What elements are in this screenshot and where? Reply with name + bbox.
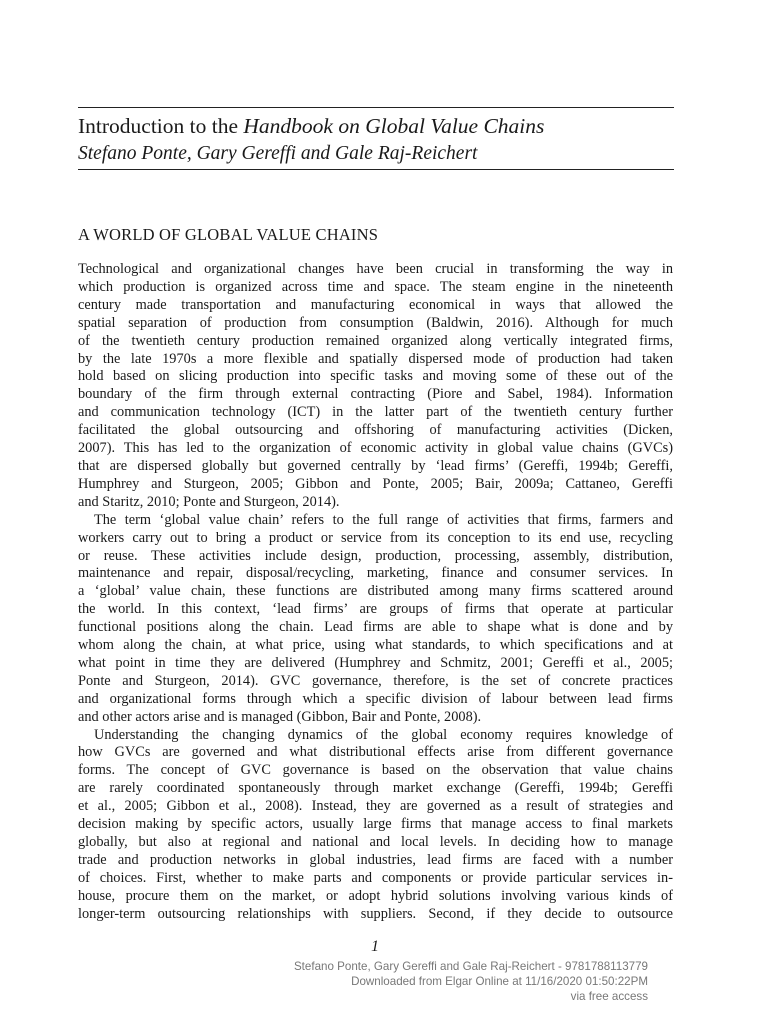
body-line: decision making by specific actors, usually large firms that manage access to final markets: [78, 816, 673, 833]
body-line: century made transportation and manufacturing economical in ways that allowed the: [78, 296, 673, 313]
body-line: house, procure them on the market, or adopt hybrid solutions involving various kinds of: [78, 887, 673, 904]
body-line: Understanding the changing dynamics of the global economy requires knowledge of: [94, 726, 673, 743]
body-line: are rarely coordinated spontaneously through market exchange (Gereffi, 1994b; Gereffi: [78, 780, 673, 797]
body-line: Ponte and Sturgeon, 2014). GVC governance, therefore, is the set of concrete practices: [78, 672, 673, 689]
body-line: or reuse. These activities include design, production, processing, assembly, distribution,: [78, 547, 673, 564]
body-line: hold based on slicing production into specific tasks and moving some of these out of the: [78, 368, 673, 385]
chapter-title-prefix: Introduction to the: [78, 114, 244, 138]
footer-download-info: Downloaded from Elgar Online at 11/16/2020 01:50:22PM: [351, 975, 648, 988]
bottom-rule: [78, 169, 674, 170]
footer-citation: Stefano Ponte, Gary Gereffi and Gale Raj-Reichert - 9781788113779: [293, 960, 648, 973]
body-line: which production is organized across time and space. The steam engine in the nineteenth: [78, 278, 673, 295]
section-heading: A WORLD OF GLOBAL VALUE CHAINS: [78, 225, 379, 244]
body-line: functional positions along the chain. Lead firms are able to shape what is done and by: [78, 619, 673, 636]
footer-access-note: via free access: [570, 990, 648, 1003]
body-line: that are dispersed globally but governed centrally by ‘lead firms’ (Gereffi, 1994b; Gereffi,: [78, 457, 673, 474]
chapter-authors: Stefano Ponte, Gary Gereffi and Gale Raj-Reichert: [78, 143, 478, 164]
body-line: forms. The concept of GVC governance is based on the observation that value chains: [78, 762, 673, 779]
download-footer: [294, 959, 648, 1004]
body-line: facilitated the global outsourcing and offshoring of manufacturing activities (Dicken,: [78, 422, 673, 439]
chapter-title: [78, 112, 678, 140]
body-line: whom along the chain, at what price, using what standards, to which specifications and at: [78, 637, 673, 654]
body-line: Humphrey and Sturgeon, 2005; Gibbon and Ponte, 2005; Bair, 2009a; Cattaneo, Gereffi: [78, 475, 673, 492]
page-number: 1: [371, 938, 379, 955]
body-line: how GVCs are governed and what distributional effects arise from different governance: [78, 744, 673, 761]
body-line: and other actors arise and is managed (Gibbon, Bair and Ponte, 2008).: [78, 708, 482, 725]
body-line: Technological and organizational changes have been crucial in transforming the way in: [78, 261, 673, 277]
body-line: spatial separation of production from consumption (Baldwin, 2016). Although for much: [78, 314, 673, 331]
body-line: longer-term outsourcing relationships with suppliers. Second, if they decide to outsource: [78, 905, 673, 922]
body-line: a ‘global’ value chain, these functions are distributed among many firms scattered around: [78, 583, 673, 600]
body-line: by the late 1970s a more flexible and spatially dispersed mode of production had taken: [78, 350, 673, 367]
body-line: trade and production networks in global industries, lead firms are faced with a number: [78, 851, 673, 868]
body-line: maintenance and repair, disposal/recycling, marketing, finance and consumer services. In: [78, 565, 673, 582]
body-line: boundary of the firm through external contracting (Piore and Sabel, 1984). Information: [78, 386, 673, 403]
body-line: workers carry out to bring a product or service from its conception to its end use, recycling: [78, 529, 673, 546]
body-line: what point in time they are delivered (Humphrey and Schmitz, 2001; Gereffi et al., 2005;: [78, 654, 673, 671]
body-line: and Staritz, 2010; Ponte and Sturgeon, 2014).: [78, 493, 340, 510]
chapter-title-book: Handbook on Global Value Chains: [243, 114, 545, 138]
body-line: The term ‘global value chain’ refers to the full range of activities that firms, farmers and: [94, 511, 673, 528]
body-line: of the twentieth century production remained organized along vertically integrated firms,: [78, 332, 673, 349]
body-line: 2007). This has led to the organization of economic activity in global value chains (GVCs): [78, 440, 673, 457]
body-line: and communication technology (ICT) in the latter part of the twentieth century further: [78, 404, 673, 421]
body-line: of choices. First, whether to make parts and components or provide particular services in-: [78, 869, 673, 886]
body-line: and organizational forms through which a specific division of labour between lead firms: [78, 690, 673, 707]
body-line: et al., 2005; Gibbon et al., 2008). Instead, they are governed as a result of strategies and: [78, 798, 673, 815]
body-text: [78, 261, 673, 924]
body-line: globally, but also at regional and national and local levels. In deciding how to manage: [78, 834, 673, 850]
top-rule: [78, 107, 674, 108]
body-line: the world. In this context, ‘lead firms’ are groups of firms that operate at particular: [78, 601, 673, 618]
